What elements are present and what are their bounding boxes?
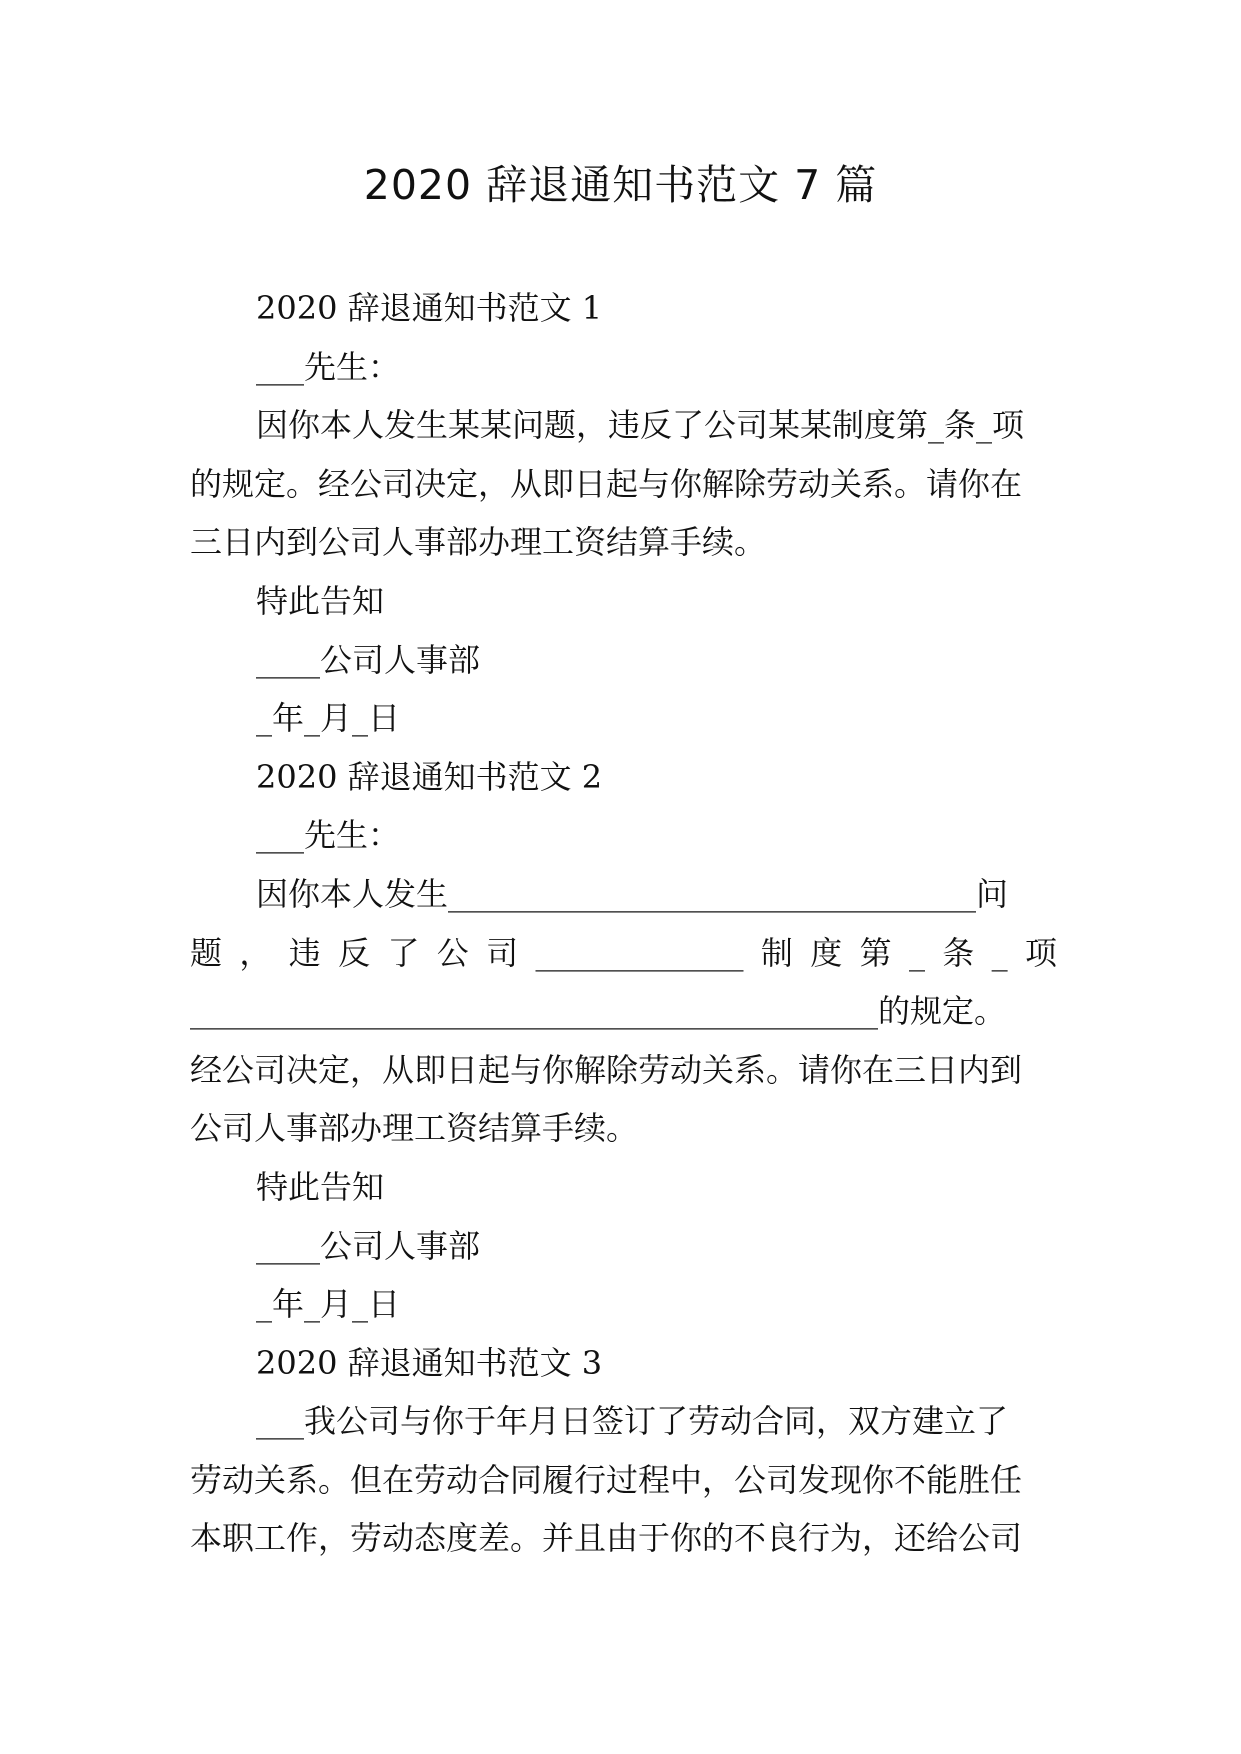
- section-heading-3: 2020 辞退通知书范文 3: [256, 1343, 603, 1382]
- salutation: ___先生：: [256, 816, 401, 855]
- section-heading-1: 2020 辞退通知书范文 1: [256, 289, 603, 327]
- body-line: 本职工作，劳动态度差。并且由于你的不良行为，还给公司: [190, 1519, 1023, 1558]
- body-line: 公司人事部办理工资结算手续。: [190, 1109, 639, 1148]
- salutation: ___先生：: [256, 347, 401, 386]
- body-line: 劳动关系。但在劳动合同履行过程中，公司发现你不能胜任: [190, 1460, 1023, 1499]
- body-line: ___________________________________________的规定。: [190, 992, 1007, 1031]
- spread-char: 条: [942, 933, 975, 972]
- spread-char: 度: [810, 933, 843, 972]
- spread-char: ，: [239, 933, 272, 972]
- signature-department: ____公司人事部: [256, 640, 481, 679]
- spread-char: 司: [486, 933, 519, 972]
- spread-char: 了: [387, 933, 420, 972]
- document-title: 2020 辞退通知书范文 7 篇: [363, 161, 878, 209]
- spread-char: 反: [338, 933, 371, 972]
- body-line: 因你本人发生_________________________________问: [256, 874, 1009, 913]
- notice-closing: 特此告知: [256, 581, 385, 620]
- spread-char: 公: [436, 933, 469, 972]
- spread-blank: _____________: [535, 933, 744, 972]
- signature-date: _年_月_日: [256, 1285, 401, 1324]
- spread-char: 题: [190, 933, 223, 972]
- spread-char: _: [991, 933, 1008, 972]
- spread-char: 制: [760, 933, 793, 972]
- spread-char: 违: [288, 933, 321, 972]
- section-heading-2: 2020 辞退通知书范文 2: [256, 757, 603, 796]
- signature-date: _年_月_日: [256, 699, 401, 738]
- notice-closing: 特此告知: [256, 1167, 385, 1206]
- body-line: 的规定。经公司决定，从即日起与你解除劳动关系。请你在: [190, 464, 1023, 503]
- document-body: [190, 279, 1057, 1568]
- spread-char: _: [908, 933, 925, 972]
- body-line: 三日内到公司人事部办理工资结算手续。: [190, 523, 767, 562]
- body-line: ___我公司与你于年月日签订了劳动合同，双方建立了: [256, 1402, 1009, 1441]
- body-line: 因你本人发生某某问题，违反了公司某某制度第_条_项: [256, 406, 1025, 445]
- body-line: 经公司决定，从即日起与你解除劳动关系。请你在三日内到: [190, 1050, 1023, 1089]
- spread-char: 项: [1024, 933, 1057, 972]
- spread-body-line: [190, 924, 1057, 983]
- spread-char: 第: [859, 933, 892, 972]
- signature-department: ____公司人事部: [256, 1226, 481, 1265]
